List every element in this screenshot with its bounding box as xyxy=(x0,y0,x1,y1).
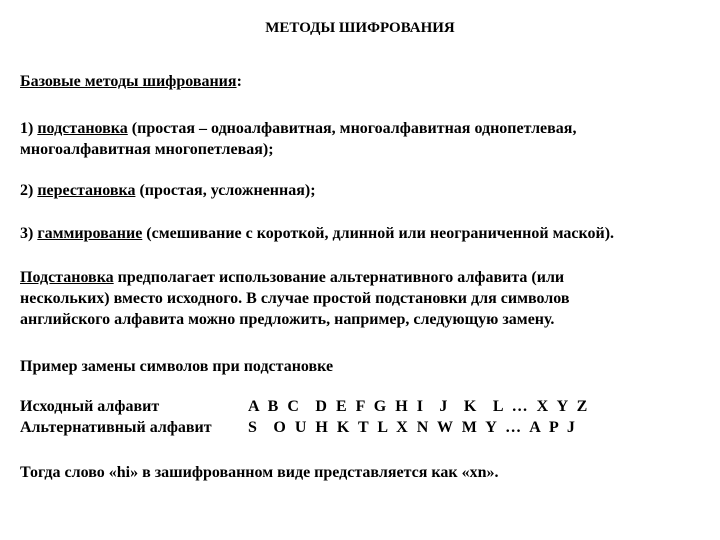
basic-methods-heading xyxy=(20,71,710,92)
method-item-3-description: (смешивание с короткой, длинной или неограниченной маской). xyxy=(146,225,615,242)
substitution-paragraph xyxy=(20,267,710,330)
method-item-1-description: (простая – одноалфавитная, многоалфавитная однопетлевая, xyxy=(131,120,577,137)
alternative-alphabet-row xyxy=(20,417,576,438)
method-item-2-description: (простая, усложненная); xyxy=(139,182,316,199)
source-alphabet-row xyxy=(20,396,589,417)
substitution-paragraph-line-2: нескольких) вместо исходного. В случае простой подстановки для символов xyxy=(20,290,570,307)
alternative-alphabet-sequence: S O U H K T L X N W M Y … A P J xyxy=(248,419,577,436)
substitution-paragraph-line-3: английского алфавита можно предложить, например, следующую замену. xyxy=(20,311,555,328)
method-item-1-line-1 xyxy=(20,118,710,139)
method-item-1-number: 1) xyxy=(20,120,34,137)
method-item-2-term: перестановка xyxy=(37,182,136,199)
source-alphabet-sequence: A B C D E F G H I J K L … X Y Z xyxy=(248,398,589,415)
example-heading: Пример замены символов при подстановке xyxy=(20,358,334,375)
substitution-line-1-text: предполагает использование альтернативного алфавита (или xyxy=(117,269,565,286)
source-alphabet-label: Исходный алфавит xyxy=(20,398,160,415)
method-item-1-term: подстановка xyxy=(37,120,128,137)
method-item-2-number: 2) xyxy=(20,182,34,199)
method-item-2 xyxy=(20,180,710,201)
basic-methods-colon: : xyxy=(236,73,242,90)
conclusion-text: Тогда слово «hi» в зашифрованном виде представляется как «xn». xyxy=(20,464,499,481)
alternative-alphabet-label: Альтернативный алфавит xyxy=(20,419,212,436)
substitution-paragraph-line-1 xyxy=(20,267,710,288)
basic-methods-heading-text: Базовые методы шифрования xyxy=(20,73,237,90)
method-item-3-number: 3) xyxy=(20,225,34,242)
method-item-3-term: гаммирование xyxy=(37,225,143,242)
substitution-term: Подстановка xyxy=(20,269,114,286)
method-item-1 xyxy=(20,118,710,160)
page-title: МЕТОДЫ ШИФРОВАНИЯ xyxy=(265,20,455,36)
method-item-3 xyxy=(20,223,710,244)
method-item-1-line-2: многоалфавитная многопетлевая); xyxy=(20,141,274,158)
